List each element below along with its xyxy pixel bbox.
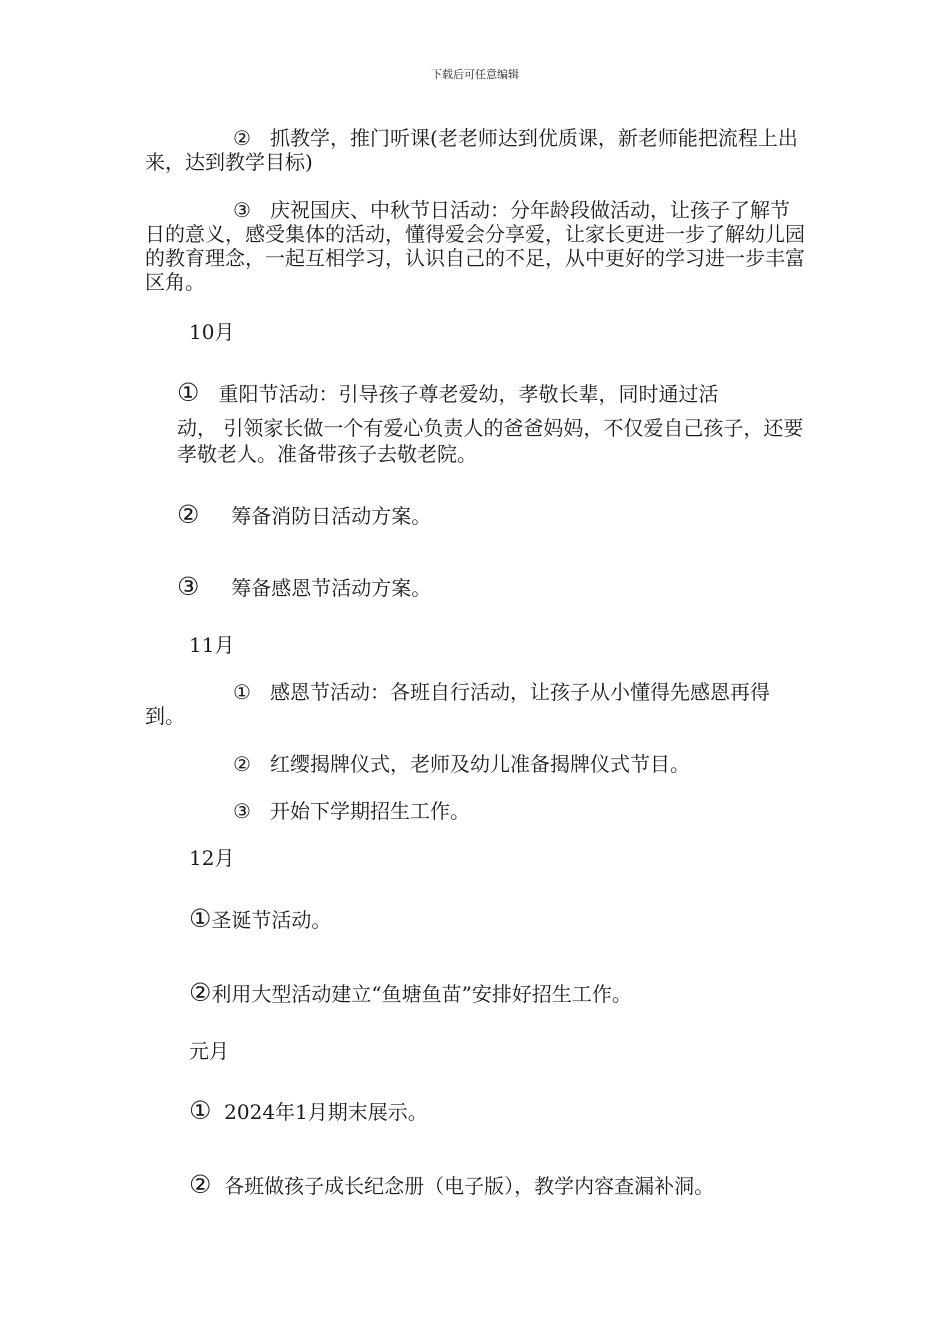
month-title-dec: 12月: [189, 846, 235, 870]
item-text: 重阳节活动：引导孩子尊老爱幼，孝敬长辈，同时通过活: [218, 382, 719, 406]
month-title-nov: 11月: [189, 633, 235, 657]
item-number: ②: [233, 752, 251, 776]
oct-item-1-line1: [177, 380, 719, 407]
item-text: 圣诞节活动。: [211, 908, 332, 932]
item-text: 筹备消防日活动方案。: [231, 504, 432, 528]
item-number: ①: [189, 1096, 212, 1125]
item-number: ①: [233, 680, 251, 704]
item-text: 各班做孩子成长纪念册（电子版），教学内容查漏补洞。: [224, 1174, 715, 1198]
item-number: ③: [233, 198, 251, 222]
oct-item-1-rest: 动， 引领家长做一个有爱心负责人的爸爸妈妈，不仅爱自己孩子，还要孝敬老人。准备带孩子去敬老院。: [177, 416, 804, 466]
item-text: 筹备感恩节活动方案。: [231, 576, 432, 600]
month-title-jan: 元月: [189, 1039, 229, 1063]
oct-item-3: [177, 574, 431, 601]
page-header: 下载后可任意编辑: [431, 68, 519, 81]
nov-item-1: [145, 680, 805, 728]
jan-item-2: [189, 1172, 714, 1199]
item-text: 利用大型活动建立“鱼塘鱼苗”安排好招生工作。: [211, 982, 632, 1006]
sep-item-2: [145, 126, 805, 174]
item-number: ①: [189, 904, 212, 933]
item-number: ②: [189, 1170, 212, 1199]
item-number: ②: [177, 500, 200, 529]
item-text: 感恩节活动：各班自行活动，让孩子从小懂得先感恩再得到。: [145, 680, 771, 728]
dec-item-1: [189, 906, 331, 933]
item-text: 庆祝国庆、中秋节日活动：分年龄段做活动，让孩子了解节日的意义，感受集体的活动，懂得爱会分享爱，让家长更进一步了解幼儿园的教育理念，一起互相学习，认识自己的不足，从中更好的学习进一步丰富区角。: [145, 198, 805, 294]
item-text: 开始下学期招生工作。: [270, 799, 471, 823]
item-number: ②: [233, 126, 251, 150]
item-number: ②: [189, 978, 212, 1007]
nov-item-2: [145, 752, 805, 776]
item-number: ③: [233, 799, 251, 823]
month-title-oct: 10月: [189, 320, 235, 344]
item-text: 抓教学，推门听课(老老师达到优质课，新老师能把流程上出来，达到教学目标): [145, 126, 798, 174]
item-number: ③: [177, 572, 200, 601]
oct-item-2: [177, 502, 431, 529]
nov-item-3: [145, 799, 805, 823]
dec-item-2: [189, 980, 632, 1007]
sep-item-3: [145, 198, 805, 294]
item-number: ①: [177, 378, 200, 407]
jan-item-1: [189, 1098, 428, 1125]
item-text: 红缨揭牌仪式，老师及幼儿准备揭牌仪式节目。: [270, 752, 691, 776]
item-text: 2024年1月期末展示。: [224, 1100, 428, 1124]
